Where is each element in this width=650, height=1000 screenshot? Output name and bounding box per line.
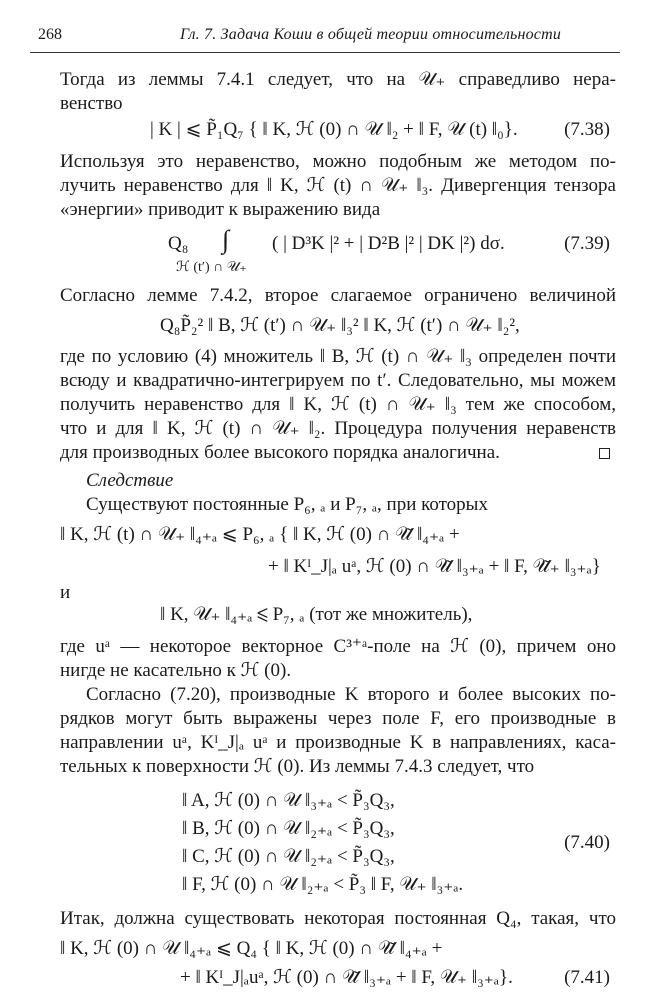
text-line: «энергии» приводит к выражению вида	[60, 199, 381, 220]
integral-domain: ℋ (t′) ∩ 𝒰₊	[176, 260, 247, 275]
equation-7-38: | K | ⩽ P̃₁Q₇ { ‖ K, ℋ (0) ∩ 𝒰 ‖₂ + ‖ F, 𝒰 (t) ‖₀}.	[150, 119, 518, 140]
text-line: получить неравенство для ‖ K, ℋ (t) ∩ 𝒰₊ ‖₃ тем же способом,	[60, 394, 616, 415]
text-line: Согласно лемме 7.4.2, второе слагаемое ограничено величиной	[60, 285, 616, 306]
equation-coefficient: Q₈	[168, 233, 189, 254]
corollary-heading: Следствие	[86, 470, 174, 491]
equation-7-40-f: ‖ F, ℋ (0) ∩ 𝒰 ‖₂₊ₐ < P̃₃ ‖ F, 𝒰₊ ‖₃₊ₐ.	[182, 874, 464, 895]
equation-7-41-b: + ‖ Kᴵ_J|ₐuᵃ, ℋ (0) ∩ 𝒰̃ ‖₃₊ₐ + ‖ F, 𝒰₊ ‖₃₊ₐ}.	[180, 967, 513, 988]
text-line: всюду и квадратично-интегрируем по t′. Следовательно, мы можем	[60, 370, 616, 391]
equation-number: (7.39)	[564, 233, 610, 254]
header-rule	[30, 52, 620, 53]
equation-corollary-2: + ‖ Kᴵ_J|ₐ uᵃ, ℋ (0) ∩ 𝒰̃ ‖₃₊ₐ + ‖ F, 𝒰̃₊ ‖₃₊ₐ}	[268, 556, 601, 577]
equation-corollary-3: ‖ K, 𝒰₊ ‖₄₊ₐ ⩽ P₇, ₐ (тот же множитель),	[160, 604, 473, 625]
equation-corollary-1: ‖ K, ℋ (t) ∩ 𝒰₊ ‖₄₊ₐ ⩽ P₆, ₐ { ‖ K, ℋ (0) ∩ 𝒰̃ ‖₄₊ₐ +	[60, 524, 460, 545]
text-line: лучить неравенство для ‖ K, ℋ (t) ∩ 𝒰₊ ‖₃. Дивергенция тензора	[60, 175, 616, 196]
equation-7-40-b: ‖ B, ℋ (0) ∩ 𝒰 ‖₂₊ₐ < P̃₃Q₃,	[182, 818, 395, 839]
equation-7-40-a: ‖ A, ℋ (0) ∩ 𝒰 ‖₃₊ₐ < P̃₃Q₃,	[182, 790, 395, 811]
text-line: что и для ‖ K, ℋ (t) ∩ 𝒰₊ ‖₂. Процедура получения неравенств	[60, 418, 616, 439]
text-line: рядков могут быть выражены через поле F, его производные в	[60, 708, 616, 729]
page-number: 268	[38, 26, 62, 43]
text-line: Согласно (7.20), производные K второго и более высоких по-	[86, 684, 616, 705]
text-line: нигде не касательно к ℋ (0).	[60, 660, 292, 681]
text-line: Итак, должна существовать некоторая постоянная Q₄, такая, что	[60, 908, 616, 929]
equation-number: (7.38)	[564, 119, 610, 140]
end-of-proof-mark	[599, 448, 610, 459]
integral-sign: ∫	[222, 225, 230, 254]
equation-number: (7.40)	[564, 832, 610, 853]
equation-bound: Q₈P̃₂² ‖ B, ℋ (t′) ∩ 𝒰₊ ‖₃² ‖ K, ℋ (t′) ∩ 𝒰₊ ‖₂²,	[160, 315, 520, 336]
equation-7-39: ( | D³K |² + | D²B |² | DK |²) dσ.	[272, 233, 505, 254]
equation-number: (7.41)	[564, 967, 610, 988]
running-header	[30, 26, 620, 50]
text-line: Существуют постоянные P₆, ₐ и P₇, ₐ, при которых	[86, 494, 488, 515]
equation-7-41-a: ‖ K, ℋ (0) ∩ 𝒰 ‖₄₊ₐ ⩽ Q₄ { ‖ K, ℋ (0) ∩ 𝒰̃ ‖₄₊ₐ +	[60, 938, 443, 959]
text-line: тельных к поверхности ℋ (0). Из леммы 7.4.3 следует, что	[60, 756, 535, 777]
text-line: Тогда из леммы 7.4.1 следует, что на 𝒰₊ справедливо нера-	[60, 69, 616, 90]
text-line: для производных более высокого порядка аналогична.	[60, 442, 500, 463]
text-line: где uᵃ — некоторое векторное C³⁺ᵃ-поле на ℋ (0), причем оно	[60, 636, 616, 657]
text-line: венство	[60, 93, 123, 114]
text-line: и	[60, 582, 71, 603]
chapter-title: Гл. 7. Задача Коши в общей теории относительности	[180, 26, 562, 43]
text-line: Используя это неравенство, можно подобным же методом по-	[60, 151, 616, 172]
text-line: направлении uᵃ, Kᴵ_J|ₐ uᵃ и производные K в направлениях, каса-	[60, 732, 616, 753]
equation-7-40-c: ‖ C, ℋ (0) ∩ 𝒰 ‖₂₊ₐ < P̃₃Q₃,	[182, 846, 395, 867]
text-line: где по условию (4) множитель ‖ B, ℋ (t) ∩ 𝒰₊ ‖₃ определен почти	[60, 346, 616, 367]
